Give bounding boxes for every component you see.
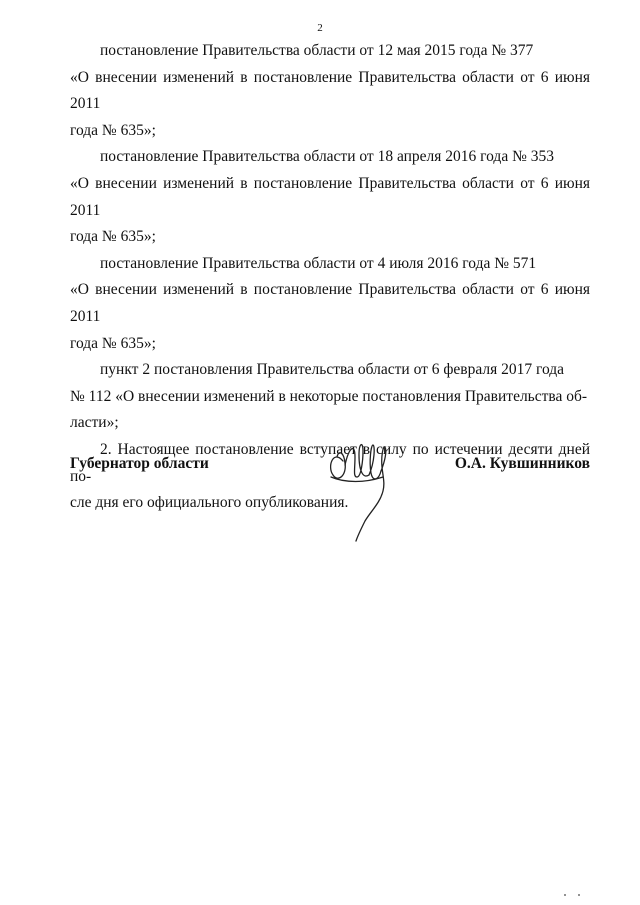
text-line: 2. Настоящее постановление вступает в силу по истечении десяти дней по- <box>70 440 590 485</box>
paragraph-resolution-377 <box>70 38 590 144</box>
page-number: 2 <box>317 22 323 34</box>
text-line: сле дня его официального опубликования. <box>70 494 349 512</box>
paragraph-resolution-112 <box>70 357 590 437</box>
text-line: ласти»; <box>70 414 119 432</box>
paragraph-resolution-353 <box>70 144 590 250</box>
handwritten-signature <box>325 431 395 546</box>
text-line: года № 635»; <box>70 334 156 352</box>
text-line: постановление Правительства области от 18 апреля 2016 года № 353 <box>100 148 554 166</box>
text-line: года № 635»; <box>70 228 156 246</box>
signatory-name: О.А. Кувшинников <box>454 455 590 472</box>
text-line: «О внесении изменений в постановление Правительства области от 6 июня 2011 <box>70 68 590 113</box>
text-line: № 112 «О внесении изменений в некоторые постановления Правительства об- <box>70 387 588 405</box>
text-line: пункт 2 постановления Правительства области от 6 февраля 2017 года <box>100 361 565 379</box>
text-line: года № 635»; <box>70 121 156 139</box>
signature-block <box>70 455 590 545</box>
text-line: постановление Правительства области от 12 мая 2015 года № 377 <box>100 42 534 59</box>
paragraph-resolution-571 <box>70 251 590 357</box>
signatory-position: Губернатор области <box>70 455 209 472</box>
scan-dot-icon <box>562 892 586 898</box>
text-line: «О внесении изменений в постановление Правительства области от 6 июня 2011 <box>70 174 590 219</box>
text-line: «О внесении изменений в постановление Правительства области от 6 июня 2011 <box>70 281 590 325</box>
scan-marks <box>562 890 586 900</box>
text-line: постановление Правительства области от 4 июля 2016 года № 571 <box>100 254 537 272</box>
